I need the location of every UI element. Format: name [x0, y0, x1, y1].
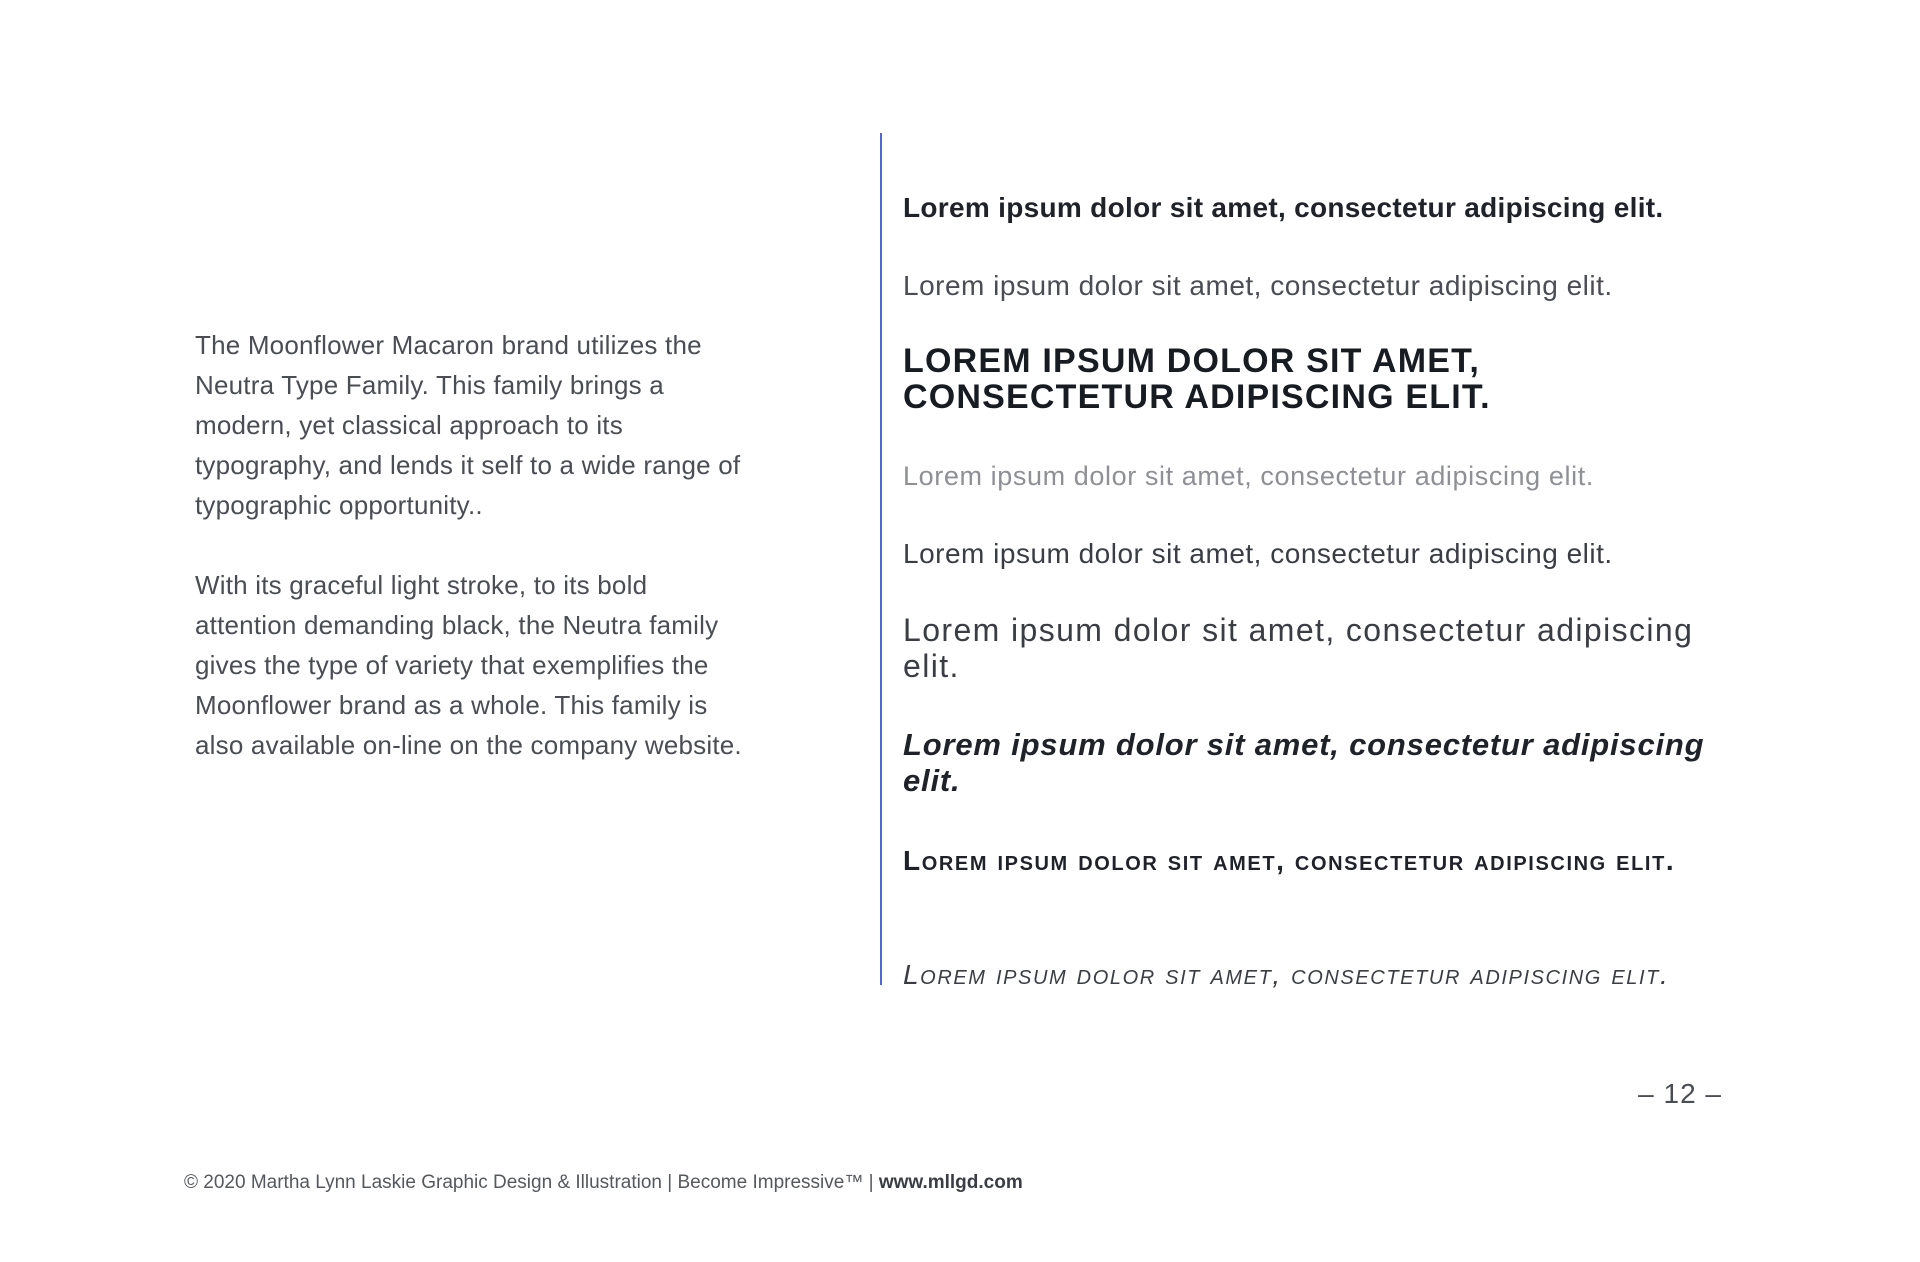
- specimen-italic-small-caps: Lorem ipsum dolor sit amet, consectetur adipiscing elit.: [903, 959, 1670, 990]
- intro-text-block: [195, 325, 755, 805]
- specimen-black-caps: LOREM IPSUM DOLOR SIT AMET, CONSECTETUR ADIPISCING ELIT.: [903, 342, 1491, 416]
- specimen-bold-small-caps: Lorem ipsum dolor sit amet, consectetur adipiscing elit.: [903, 845, 1676, 876]
- specimen-bold-italic: Lorem ipsum dolor sit amet, consectetur adipiscing elit.: [903, 727, 1705, 798]
- footer: [184, 1172, 1023, 1194]
- footer-website-link[interactable]: www.mllgd.com: [878, 1172, 1023, 1193]
- footer-copyright: © 2020 Martha Lynn Laskie Graphic Design & Illustration | Become Impressive™ |: [184, 1172, 879, 1193]
- specimen-light: Lorem ipsum dolor sit amet, consectetur adipiscing elit.: [903, 270, 1613, 301]
- page-number: – 12 –: [1638, 1078, 1722, 1109]
- specimen-light-wide: Lorem ipsum dolor sit amet, consectetur adipiscing elit.: [903, 612, 1694, 684]
- intro-paragraph: With its graceful light stroke, to its bold attention demanding black, the Neutra family gives the type of variety that exemplifies the Moonflower brand as a whole. This family is also available on-line on the company website.: [195, 570, 742, 760]
- intro-paragraph: The Moonflower Macaron brand utilizes the Neutra Type Family. This family brings a modern, yet classical approach to its typography, and lends it self to a wide range of typographic opportunity..: [195, 330, 741, 520]
- specimen-book: Lorem ipsum dolor sit amet, consectetur adipiscing elit.: [903, 538, 1613, 569]
- specimen-bold: Lorem ipsum dolor sit amet, consectetur adipiscing elit.: [903, 192, 1664, 223]
- specimen-thin: Lorem ipsum dolor sit amet, consectetur adipiscing elit.: [903, 461, 1594, 491]
- type-specimen-list: [903, 0, 1763, 1262]
- vertical-divider: [880, 133, 882, 985]
